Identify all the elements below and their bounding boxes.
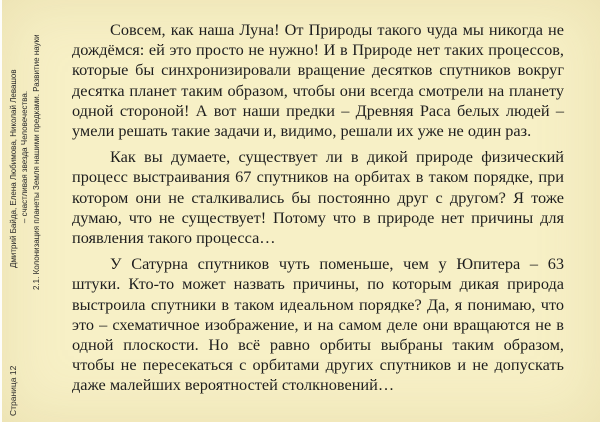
page-body [72, 20, 564, 402]
paragraph-1: Совсем, как наша Луна! От Природы такого чуда мы никогда не дождёмся: ей это просто не нужно! И в Природе нет таких процессов, которые бы синхронизировали вращение десятков спутников вокруг десятка планет таким образом, чтобы они всегда смотрели на планету одной стороной! А вот наши предки – Древняя Раса белых людей – умели решать такие задачи и, видимо, решали их уже не один раз. [72, 20, 564, 141]
book-subtitle: – счастливая звезда Человечества. [20, 90, 29, 224]
side-margin [2, 0, 54, 422]
paragraph-3: У Сатурна спутников чуть поменьше, чем у Юпитера – 63 штуки. Кто-то может назвать причины, по которым дикая природа выстроила спутники в таком идеальном порядке? Да, я понимаю, что это – схематичное изображение, и на самом деле они вращаются не в одной плоскости. Но всё равно орбиты выбраны таким образом, чтобы не пересекаться с орбитами других спутников и не допускать даже малейших вероятностей столкновений… [72, 254, 564, 395]
page-number: Страница 12 [8, 365, 18, 416]
book-page [2, 0, 600, 422]
paragraph-2: Как вы думаете, существует ли в дикой природе физический процесс выстраивания 67 спутников на орбитах в таком порядке, при котором они не сталкивались бы постоянно друг с другом? Я тоже думаю, что не существует! Потому что в природе нет причины для появления такого процесса… [72, 147, 564, 248]
authors-line: Дмитрий Байда, Елена Любимова, Николай Левашов [9, 69, 18, 268]
chapter-title: 2.1. Колонизация планеты Земля нашими предками. Развитие науки [32, 34, 41, 290]
